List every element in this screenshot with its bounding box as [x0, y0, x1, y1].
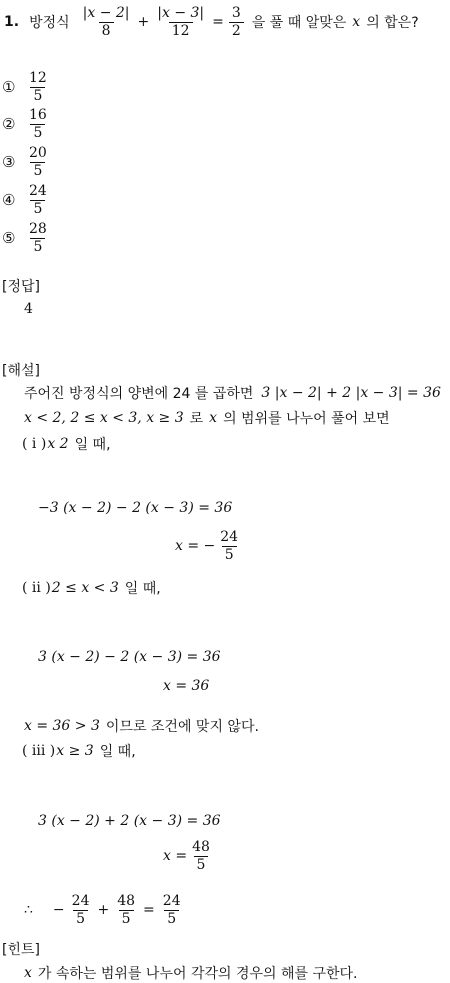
fraction-numerator: 24 [162, 892, 181, 909]
choice-5[interactable] [2, 219, 52, 257]
fraction-denominator: 5 [73, 910, 88, 927]
case-3-heading [22, 741, 136, 761]
fraction-denominator: 5 [119, 910, 134, 927]
choice-marker: ③ [2, 153, 16, 171]
fraction-numerator: 28 [29, 220, 47, 237]
choice-3[interactable] [2, 143, 52, 181]
explanation-line-2 [24, 408, 390, 428]
fraction-denominator: 5 [30, 200, 45, 217]
case-number: ( i ) [22, 436, 47, 452]
choice-4[interactable] [2, 181, 52, 219]
case-condition: x 2 [47, 436, 69, 452]
fraction-numerator: |x − 3| [157, 4, 205, 21]
fraction-numerator: 16 [29, 106, 47, 123]
case-3-equation-2 [163, 836, 215, 876]
case-number: ( iii ) [22, 743, 56, 759]
case-1-equation-1: −3 (x − 2) − 2 (x − 3) = 36 [38, 500, 233, 516]
fraction-denominator: 5 [194, 856, 209, 873]
range-conditions: x < 2, 2 ≤ x < 3, x ≥ 3 [24, 410, 184, 426]
fraction-numerator: 20 [29, 144, 47, 161]
fraction-denominator: 8 [99, 22, 114, 39]
case-2-equation-2: x = 36 [163, 678, 210, 694]
hint-text: 가 속하는 범위를 나누어 각각의 경우의 해를 구한다. [37, 966, 358, 982]
fraction-denominator: 12 [169, 22, 193, 39]
explanation-label: [해설] [2, 363, 40, 379]
choice-fraction [26, 146, 50, 178]
case-condition: x ≥ 3 [56, 743, 94, 759]
case-2-heading [22, 578, 161, 598]
hint-label: [힌트] [2, 942, 40, 958]
question-number: 1. [4, 14, 20, 30]
choice-marker: ④ [2, 191, 16, 209]
choice-fraction [26, 184, 50, 216]
case-number: ( ii ) [22, 580, 51, 596]
minus-sign: − [52, 902, 65, 918]
equals-sign: = [212, 14, 224, 30]
question-prefix: 방정식 [29, 15, 70, 31]
choice-fraction [26, 222, 50, 254]
fraction-denominator: 5 [30, 238, 45, 255]
case-2-note-text: 이므로 조건에 맞지 않다. [105, 719, 259, 735]
choice-marker: ⑤ [2, 229, 16, 247]
fraction-numerator: 3 [231, 4, 241, 21]
hint-line [24, 963, 358, 983]
question-fraction-1 [80, 6, 133, 38]
sum-fraction-c [160, 894, 184, 926]
fraction-denominator: 5 [164, 910, 179, 927]
explanation-equation: 3 |x − 2| + 2 |x − 3| = 36 [261, 385, 441, 401]
answer-value: 4 [24, 301, 33, 317]
fraction-numerator: 24 [71, 892, 90, 909]
plus-sign: + [97, 902, 110, 918]
question-fraction-2 [154, 6, 207, 38]
fraction-denominator: 2 [229, 22, 244, 39]
therefore-symbol: ∴ [24, 902, 33, 918]
fraction-denominator: 5 [222, 546, 237, 563]
fraction-numerator: 24 [29, 182, 47, 199]
answer-label: [정답] [2, 279, 40, 295]
sum-fraction-b [114, 894, 138, 926]
equation-fraction [217, 530, 241, 562]
choice-marker: ① [2, 78, 16, 96]
question-line [4, 2, 419, 42]
fraction-numerator: 48 [117, 892, 136, 909]
choice-fraction [26, 108, 50, 140]
choice-1[interactable] [2, 68, 52, 106]
explanation-text: 로 [189, 411, 204, 427]
equation-fraction [189, 840, 213, 872]
choice-2[interactable] [2, 105, 52, 143]
case-1-heading [22, 434, 111, 454]
sum-fraction-a [69, 894, 93, 926]
explanation-line-1 [24, 383, 441, 403]
question-rhs-fraction [229, 6, 244, 38]
case-heading-text: 일 때, [74, 437, 111, 453]
case-2-note [24, 716, 259, 736]
explanation-text: 의 범위를 나누어 풀어 보면 [223, 411, 390, 427]
equals-sign: = [143, 902, 155, 918]
question-suffix-2: 의 합은? [366, 15, 419, 31]
fraction-numerator: |x − 2| [82, 4, 130, 21]
choice-marker: ② [2, 115, 16, 133]
case-1-equation-2 [175, 526, 243, 566]
fraction-numerator: 12 [29, 69, 47, 86]
question-variable: x [352, 14, 361, 30]
fraction-numerator: 48 [192, 838, 210, 855]
case-heading-text: 일 때, [99, 744, 136, 760]
equation-lhs: x = [163, 848, 188, 864]
fraction-denominator: 5 [30, 124, 45, 141]
conclusion-line [24, 890, 186, 930]
case-condition: 2 ≤ x < 3 [51, 580, 119, 596]
fraction-denominator: 5 [30, 162, 45, 179]
case-3-equation-1: 3 (x − 2) + 2 (x − 3) = 36 [38, 813, 221, 829]
case-2-note-math: x = 36 > 3 [24, 718, 100, 734]
case-2-equation-1: 3 (x − 2) − 2 (x − 3) = 36 [38, 649, 221, 665]
question-suffix-1: 을 풀 때 알맞은 [251, 15, 347, 31]
plus-sign: + [137, 14, 150, 30]
choice-fraction [26, 71, 50, 103]
explanation-text: 주어진 방정식의 양변에 24 를 곱하면 [24, 386, 254, 402]
hint-variable: x [24, 965, 32, 981]
fraction-denominator: 5 [30, 87, 45, 104]
case-heading-text: 일 때, [124, 581, 161, 597]
fraction-numerator: 24 [220, 528, 239, 545]
equation-lhs: x = − [175, 538, 216, 554]
explanation-variable: x [209, 410, 218, 426]
